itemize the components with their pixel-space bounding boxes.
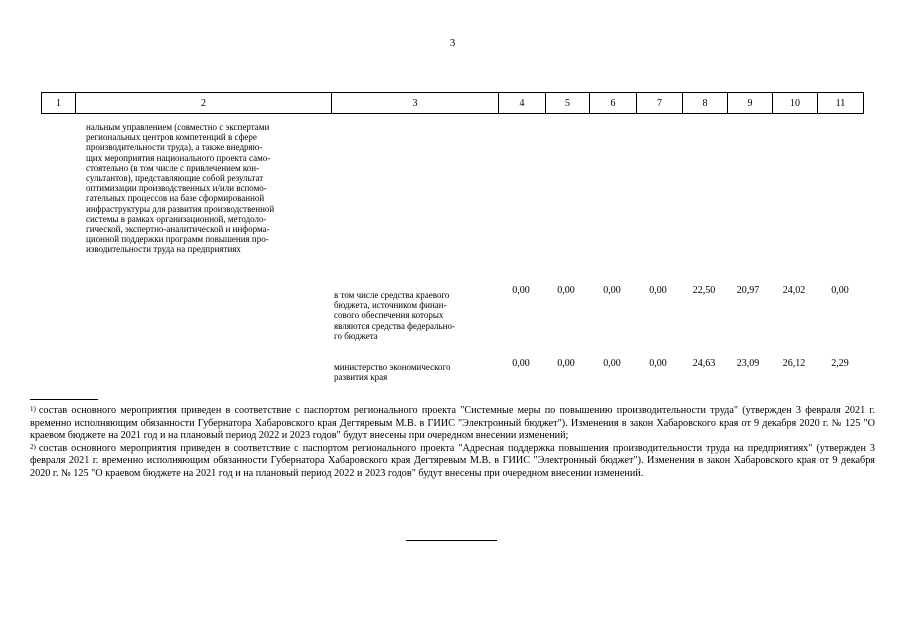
column-header-8: 8 [683,93,728,114]
footnote-1 [30,405,875,443]
footnote-marker: 2) [30,442,36,451]
value-cell: 2,29 [831,358,849,369]
value-cell: 0,00 [649,285,667,296]
row-label-regional-budget: в том числе средства краевого бюджета, источником финан- сового обеспечения которых являются средства федерально- го бюджета [334,290,455,341]
value-cell: 0,00 [557,285,575,296]
value-cell: 0,00 [512,358,530,369]
column-header-6: 6 [590,93,637,114]
column-header-5: 5 [546,93,590,114]
column-header-10: 10 [773,93,818,114]
column-header-1: 1 [42,93,76,114]
row-label-ministry: министерство экономического развития края [334,362,451,383]
value-cell: 24,02 [782,285,806,296]
value-cell: 26,12 [782,358,806,369]
values-row-1 [0,285,905,299]
measure-description: нальным управлением (совместно с экспертами региональных центров компетенций в сфере производительности труда), а также внедряю- щих мероприятия национального проекта само- стоятельно (в том числе с привлечением кон- сультантов), представляющие собой результат оптимизации производственных и/или вспомо- гательных процессов на базе сформированной инфраструктуры для развития производственной системы в рамках организационной, методоло- гической, экспертно-аналитической и информа- ционной поддержки программ повышения про- изводительности труда на предприятиях [86,122,275,255]
column-header-4: 4 [499,93,546,114]
footnote-text: состав основного мероприятия приведен в соответствие с паспортом регионального проекта "Системные меры по повышению производительности труда" (утвержден 3 февраля 2021 г. временно исполняющим обязанности Губернатора Хабаровского края Дегтяревым М.В. в ГИИС "Электронный бюджет"). Изменения в закон Хабаровского края от 9 декабря 2020 г. № 125 "О краевом бюджете на 2021 год и на плановый период 2022 и 2023 годов" будут внесены при очередном внесении изменений; [30,405,875,441]
footnote-2 [30,443,875,481]
value-cell: 22,50 [692,285,716,296]
value-cell: 0,00 [512,285,530,296]
value-cell: 0,00 [649,358,667,369]
column-header-7: 7 [637,93,683,114]
footnotes [30,405,875,480]
column-header-11: 11 [818,93,864,114]
column-number-header [41,92,864,114]
value-cell: 23,09 [736,358,760,369]
value-cell: 0,00 [603,285,621,296]
value-cell: 0,00 [831,285,849,296]
value-cell: 20,97 [736,285,760,296]
values-row-2 [0,358,905,372]
column-header-3: 3 [332,93,499,114]
value-cell: 0,00 [557,358,575,369]
footnote-marker: 1) [30,405,36,413]
footnote-separator [30,399,98,400]
end-separator [406,540,497,541]
column-header-9: 9 [728,93,773,114]
value-cell: 24,63 [692,358,716,369]
column-header-2: 2 [76,93,332,114]
page-number: 3 [449,37,456,49]
value-cell: 0,00 [603,358,621,369]
footnote-text: состав основного мероприятия приведен в соответствие с паспортом регионального проекта "Адресная поддержка повышения производительности труда на предприятиях" (утвержден 3 февраля 2021 г. временно исполняющим обязанности Губернатора Хабаровского края Дегтяревым М.В. в ГИИС "Электронный бюджет"). Изменения в закон Хабаровского края от 9 декабря 2020 г. № 125 "О краевом бюджете на 2021 год и на плановый период 2022 и 2023 годов" будут внесены при очередном внесении изменений. [30,442,875,479]
